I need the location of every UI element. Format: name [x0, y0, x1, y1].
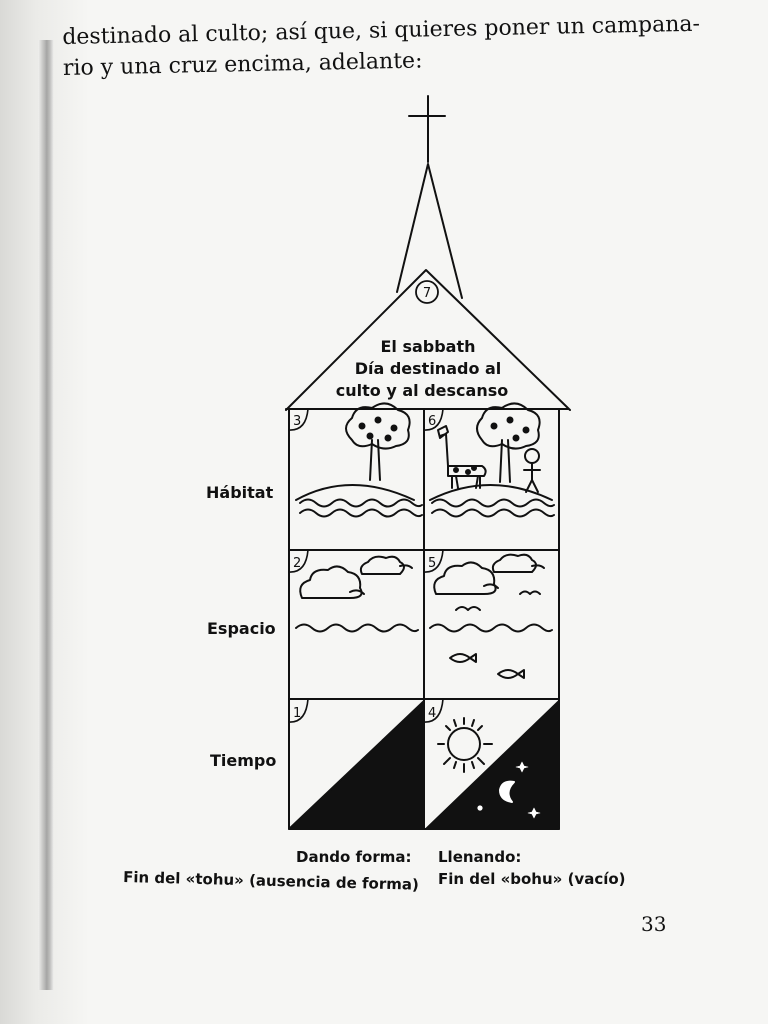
cell-2-espacio — [296, 557, 418, 632]
caption-right-line-1: Llenando: — [438, 848, 522, 866]
spire — [397, 164, 462, 298]
cloud-icon — [434, 562, 495, 594]
cell-number-2: 2 — [293, 556, 302, 571]
cell-number-5: 5 — [428, 556, 437, 571]
roof-line-2: Día destinado al — [354, 359, 502, 378]
roof-line-3: culto y al descanso — [335, 381, 509, 400]
fish-icon — [450, 654, 476, 662]
cell-number-6: 6 — [428, 414, 437, 429]
caption-right-line-2: Fin del «bohu» (vacío) — [438, 870, 626, 888]
roof-number: 7 — [422, 286, 432, 301]
row-label-espacio: Espacio — [207, 619, 276, 638]
cell-3-habitat — [296, 403, 422, 516]
cell-1-tiempo — [289, 701, 424, 829]
row-label-habitat: Hábitat — [206, 483, 274, 502]
page-number: 33 — [641, 912, 667, 936]
body-text-line-2: rio y una cruz encima, adelante: — [62, 48, 423, 81]
cloud-icon — [300, 566, 361, 598]
cell-5-espacio — [430, 555, 552, 678]
stick-figure-icon — [524, 449, 540, 492]
cloud-icon — [493, 555, 536, 572]
cell-number-3: 3 — [293, 414, 302, 429]
caption-left-line-2: Fin del «tohu» (ausencia de forma) — [122, 868, 420, 894]
roof-title: El sabbath — [380, 337, 476, 356]
cell-6-habitat — [430, 403, 554, 516]
cell-number-4: 4 — [428, 706, 437, 721]
tree-icon — [346, 403, 410, 480]
cell-number-1: 1 — [293, 706, 302, 721]
body-text-line-1: destinado al culto; así que, si quieres poner un campana- — [62, 11, 701, 50]
cell-4-tiempo — [426, 701, 559, 829]
bird-icon — [520, 592, 540, 595]
cross-icon — [409, 96, 445, 162]
star-icon — [478, 806, 481, 809]
row-label-tiempo: Tiempo — [210, 751, 277, 770]
caption-left-line-1: Dando forma: — [296, 848, 412, 866]
sun-icon — [438, 718, 492, 772]
fish-icon — [498, 670, 524, 678]
cloud-icon — [361, 557, 404, 574]
bird-icon — [456, 607, 480, 610]
